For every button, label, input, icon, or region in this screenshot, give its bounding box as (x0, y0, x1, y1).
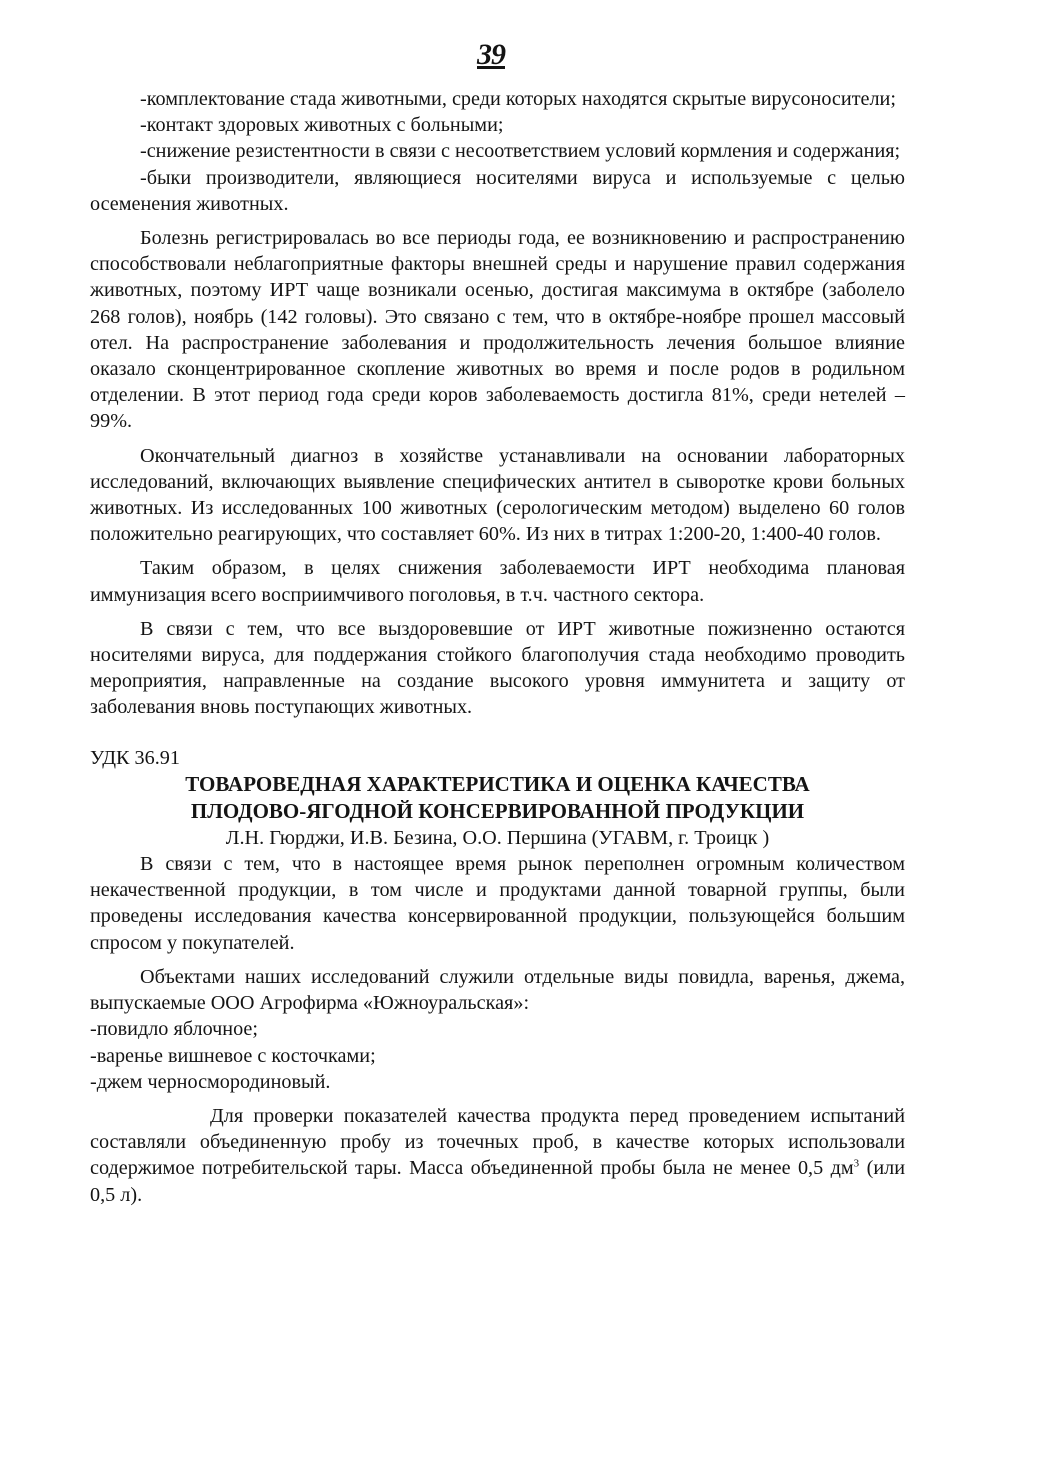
body-paragraph: Болезнь регистрировалась во все периоды года, ее возникновению и распространению способствовали неблагоприятные факторы внешней среды и нарушение правил содержания животных, поэтому ИРТ чаще возникали осенью, достигая максимума в октябре (заболело 268 голов), ноябрь (142 головы). Это связано с тем, что в октябре-ноябре прошел массовый отел. На распространение заболевания и продолжительность лечения большое влияние оказало сконцентрированное скопление животных во время и после родов в родильном отделении. В этот период года среди коров заболеваемость достигла 81%, среди нетелей – 99%. (90, 227, 905, 433)
body-paragraph: Таким образом, в целях снижения заболеваемости ИРТ необходима плановая иммунизация всего восприимчивого поголовья, в т.ч. частного сектора. (90, 557, 905, 606)
page-number: 39 (477, 38, 505, 71)
list-item: -повидло яблочное; (90, 1018, 259, 1041)
body-paragraph: В связи с тем, что все выздоровевшие от ИРТ животные пожизненно остаются носителями вируса, для поддержания стойкого благополучия стада необходимо проводить мероприятия, направленные на создание высокого уровня иммунитета и защиту от заболевания вновь поступающих животных. (90, 617, 905, 719)
body-paragraph (90, 1103, 905, 1208)
body-paragraph: Окончательный диагноз в хозяйстве устанавливали на основании лабораторных исследований, включающих выявление специфических антител в сыворотке крови больных животных. Из исследованных 100 животных (серологическим методом) выделено 60 голов положительно реагирующих, что составляет 60%. Из них в титрах 1:200-20, 1:400-40 голов. (90, 444, 905, 546)
list-item: -быки производители, являющиеся носителями вируса и используемые с целью осеменения животных. (90, 166, 905, 215)
body-paragraph: В связи с тем, что в настоящее время рынок переполнен огромным количеством некачественной продукции, в том числе и продуктами данной товарной группы, были проведены исследования качества консервированной продукции, пользующейся большим спросом у покупателей. (90, 853, 905, 954)
article-authors: Л.Н. Гюрджи, И.В. Безина, О.О. Першина (УГАВМ, г. Троицк ) (225, 826, 770, 849)
article-title-line-2: ПЛОДОВО-ЯГОДНОЙ КОНСЕРВИРОВАННОЙ ПРОДУКЦИИ (190, 798, 805, 823)
udk-code: УДК 36.91 (90, 746, 180, 769)
list-item: -снижение резистентности в связи с несоответствием условий кормления и содержания; (140, 140, 901, 163)
list-item: -варенье вишневое с косточками; (90, 1044, 376, 1067)
page-body (90, 86, 905, 1208)
article-title-line-1: ТОВАРОВЕДНАЯ ХАРАКТЕРИСТИКА И ОЦЕНКА КАЧЕСТВА (185, 771, 810, 796)
list-item: -джем черносмородиновый. (90, 1070, 331, 1093)
paragraph-text-end: (или 0,5 л). (90, 1157, 905, 1206)
body-paragraph: Объектами наших исследований служили отдельные виды повидла, варенья, джема, выпускаемые ООО Агрофирма «Южноуральская»: (90, 965, 905, 1015)
superscript: 3 (853, 1157, 860, 1170)
list-item: -комплектование стада животными, среди которых находятся скрытые вирусоносители; (140, 88, 896, 110)
list-item: -контакт здоровых животных с больными; (140, 114, 504, 137)
paragraph-text: Для проверки показателей качества продукта перед проведением испытаний составляли объединенную пробу из точечных проб, в качестве которых использовали содержимое потребительской тары. Масса объединенной пробы была не менее 0,5 дм (90, 1104, 905, 1180)
